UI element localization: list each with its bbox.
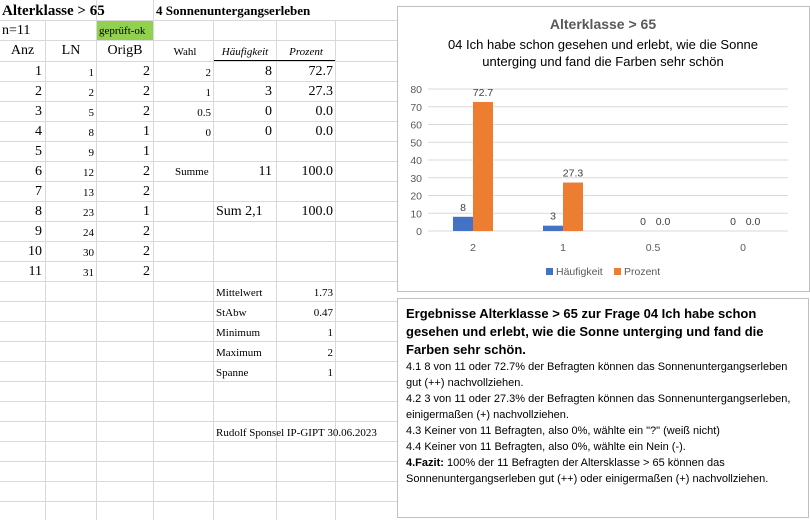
cell-ln: 1 — [88, 67, 94, 79]
y-tick-label: 80 — [410, 84, 422, 96]
y-tick-label: 70 — [410, 101, 422, 114]
header-wahl: Wahl — [173, 46, 197, 58]
header-prozent: Prozent — [289, 46, 323, 58]
summe-label: Summe — [175, 166, 209, 178]
cell-anz: 7 — [35, 184, 42, 199]
stat-value: 0.47 — [313, 307, 333, 319]
stat-value: 2 — [327, 347, 333, 359]
y-tick-label: 30 — [410, 172, 422, 185]
stat-label: Spanne — [216, 367, 249, 379]
cell-anz: 8 — [35, 204, 42, 219]
fazit-label: 4.Fazit: — [406, 457, 444, 469]
cell-anz: 1 — [35, 64, 42, 79]
sheet-title: Alterklasse > 65 — [2, 3, 105, 19]
header-anz: Anz — [10, 43, 35, 58]
cell-ln: 23 — [83, 207, 94, 219]
cell-anz: 10 — [28, 244, 42, 259]
cell-wahl: 1 — [205, 87, 211, 99]
chart-title: Alterklasse > 65 — [549, 16, 657, 32]
cell-prozent: 27.3 — [308, 84, 333, 99]
data-label: 0 — [730, 216, 736, 228]
result-line: 4.4 Keiner von 11 Befragten, also 0%, wählte ein Nein (-). — [406, 441, 686, 453]
check-label: geprüft-ok — [99, 25, 146, 37]
fazit-text: 100% der 11 Befragten der Altersklasse > 65 können das Sonnenuntergangserleben gut (++) oder einigermaßen (+) nachvollziehen. — [406, 457, 769, 485]
stat-label: StAbw — [216, 307, 247, 319]
legend-label-prozent: Prozent — [624, 266, 661, 278]
cell-haeufigkeit: 0 — [265, 124, 272, 139]
result-fazit — [406, 455, 802, 487]
sum21-label: Sum 2,1 — [216, 204, 263, 219]
cell-haeufigkeit: 0 — [265, 104, 272, 119]
results-lines — [406, 359, 802, 487]
bar-häufigkeit — [543, 226, 563, 231]
stat-label: Mittelwert — [216, 287, 263, 299]
cell-origb: 1 — [143, 124, 150, 139]
cell-anz: 2 — [35, 84, 42, 99]
legend-label-haeufigkeit: Häufigkeit — [556, 266, 603, 278]
stat-value: 1 — [327, 327, 333, 339]
y-tick-label: 60 — [410, 119, 422, 132]
cell-origb: 2 — [143, 104, 150, 119]
cell-anz: 11 — [28, 264, 42, 279]
cell-ln: 30 — [83, 247, 94, 259]
cell-ln: 9 — [88, 147, 94, 159]
header-haeufigkeit: Häufigkeit — [221, 46, 269, 58]
chart-subtitle-line2: unterging und fand die Farben sehr schön — [482, 54, 724, 69]
bar-häufigkeit — [453, 217, 473, 231]
data-label: 3 — [550, 210, 556, 223]
y-tick-label: 0 — [416, 226, 422, 238]
sheet-subtitle: 4 Sonnenuntergangserleben — [156, 3, 311, 18]
cell-anz: 4 — [35, 124, 42, 139]
y-tick-label: 10 — [410, 208, 422, 221]
cell-anz: 9 — [35, 224, 42, 239]
results-heading: Ergebnisse Alterklasse > 65 zur Frage 04 Ich habe schon gesehen und erlebt, wie die Sonne unterging und fand die Farben sehr schön. — [406, 306, 764, 357]
x-tick-label: 2 — [470, 242, 476, 254]
cell-prozent: 0.0 — [315, 104, 333, 119]
cell-anz: 3 — [35, 104, 42, 119]
cell-wahl: 2 — [205, 67, 211, 79]
y-tick-label: 40 — [410, 155, 422, 167]
cell-origb: 2 — [143, 184, 150, 199]
summe-pct: 100.0 — [301, 164, 333, 179]
cell-origb: 2 — [143, 164, 150, 179]
data-label: 72.7 — [472, 86, 494, 99]
cell-origb: 2 — [143, 244, 150, 259]
data-label: 27.3 — [562, 167, 584, 180]
cell-prozent: 72.7 — [308, 64, 333, 79]
result-line: 4.2 3 von 11 oder 27.3% der Befragten können das Sonnenuntergangserleben, einigermaßen (+) nachvollziehen. — [406, 393, 791, 421]
data-label: 8 — [460, 201, 466, 214]
summe-value: 11 — [258, 164, 272, 179]
x-tick-label: 1 — [560, 242, 566, 254]
cell-prozent: 0.0 — [315, 124, 333, 139]
x-tick-label: 0.5 — [645, 242, 661, 254]
data-label: 0.0 — [655, 216, 671, 228]
bar-prozent — [563, 183, 583, 231]
x-tick-label: 0 — [740, 242, 746, 254]
data-label: 0 — [640, 216, 646, 228]
stat-label: Maximum — [216, 347, 262, 359]
cell-wahl: 0.5 — [197, 107, 211, 119]
cell-anz: 5 — [35, 144, 42, 159]
header-ln: LN — [61, 43, 81, 58]
cell-origb: 1 — [143, 204, 150, 219]
sum21-pct: 100.0 — [301, 204, 333, 219]
cell-origb: 2 — [143, 84, 150, 99]
y-tick-label: 20 — [410, 190, 422, 203]
cell-origb: 2 — [143, 64, 150, 79]
bar-chart — [398, 7, 809, 291]
cell-ln: 31 — [83, 267, 94, 279]
cell-origb: 2 — [143, 224, 150, 239]
chart-subtitle-line1: 04 Ich habe schon gesehen und erlebt, wie die Sonne — [447, 37, 759, 52]
data-label: 0.0 — [745, 216, 761, 228]
cell-haeufigkeit: 8 — [265, 64, 272, 79]
stat-label: Minimum — [216, 327, 261, 339]
bar-prozent — [473, 102, 493, 231]
footer-author: Rudolf Sponsel IP-GIPT 30.06.2023 — [216, 427, 377, 439]
n-label: n=11 — [2, 23, 31, 38]
cell-ln: 13 — [83, 187, 94, 199]
cell-haeufigkeit: 3 — [265, 84, 272, 99]
result-line: 4.3 Keiner von 11 Befragten, also 0%, wählte ein "?" (weiß nicht) — [406, 425, 720, 437]
legend-swatch-haeufigkeit — [546, 268, 553, 275]
stat-value: 1 — [327, 367, 333, 379]
chart-panel[interactable] — [397, 6, 810, 292]
cell-ln: 12 — [83, 167, 94, 179]
cell-origb: 2 — [143, 264, 150, 279]
cell-origb: 1 — [143, 144, 150, 159]
results-textbox[interactable] — [397, 298, 809, 518]
header-origb: OrigB — [107, 43, 143, 58]
cell-ln: 5 — [88, 107, 94, 119]
cell-ln: 8 — [88, 127, 94, 139]
cell-ln: 2 — [88, 87, 94, 99]
y-tick-label: 50 — [410, 137, 422, 150]
legend-swatch-prozent — [614, 268, 621, 275]
cell-wahl: 0 — [205, 127, 211, 139]
cell-ln: 24 — [83, 227, 94, 239]
stat-value: 1.73 — [313, 287, 333, 299]
result-line: 4.1 8 von 11 oder 72.7% der Befragten können das Sonnenuntergangserleben gut (++) nachvollziehen. — [406, 361, 788, 389]
cell-anz: 6 — [35, 164, 42, 179]
